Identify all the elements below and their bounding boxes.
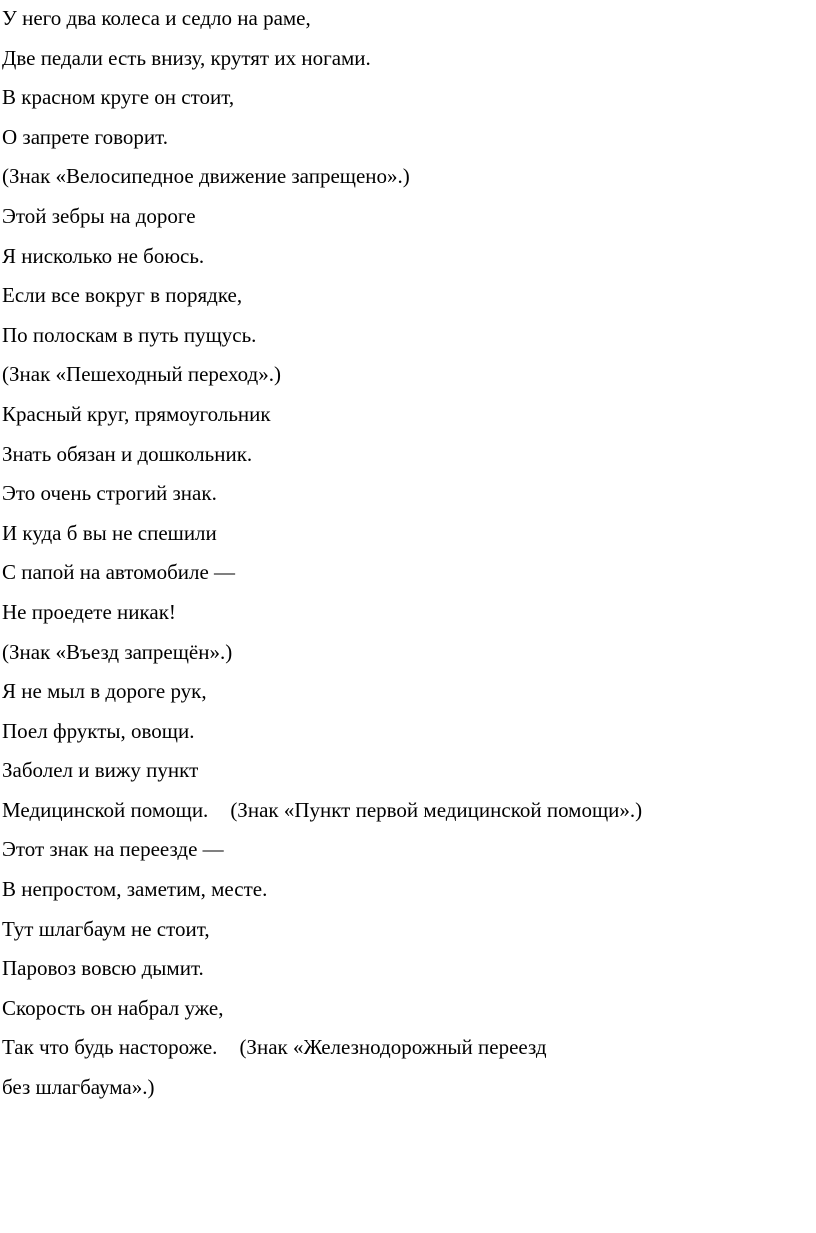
poem-text [2,0,802,1109]
poem-line: В непростом, заметим, месте. [2,877,268,902]
sign-caption-continued: без шлагбаума».) [2,1075,155,1100]
sign-caption: (Знак «Пешеходный переход».) [2,362,281,387]
poem-line: По полоскам в путь пущусь. [2,322,257,347]
poem-line: Красный круг, прямоугольник [2,401,271,426]
poem-line: Скорость он набрал уже, [2,995,224,1020]
poem-line: Этот знак на переезде — [2,837,224,862]
sign-caption: (Знак «Пункт первой медицинской помощи».) [230,797,643,822]
poem-line: Заболел и вижу пункт [2,758,199,783]
sign-caption: (Знак «Въезд запрещён».) [2,639,233,664]
sign-caption: (Знак «Велосипедное движение запрещено».) [2,164,410,189]
poem-line: Две педали есть внизу, крутят их ногами. [2,45,371,70]
poem-line: И куда б вы не спешили [2,520,217,545]
poem-line: У него два колеса и седло на раме, [2,6,311,30]
poem-line: Если все вокруг в порядке, [2,283,243,308]
poem-line: Так что будь настороже. [2,1035,218,1060]
poem-line: Медицинской помощи. [2,797,209,822]
poem-line: Я нисколько не боюсь. [2,243,205,268]
poem-line: Поел фрукты, овощи. [2,718,195,743]
sign-caption: (Знак «Железнодорожный переезд [239,1035,547,1060]
poem-line: В красном круге он стоит, [2,85,235,110]
poem-line-with-caption [2,792,802,832]
poem-line: Я не мыл в дороге рук, [2,679,207,704]
poem-line: О запрете говорит. [2,124,169,149]
poem-line: Этой зебры на дороге [2,203,196,228]
poem-line: С папой на автомобиле — [2,560,236,585]
poem-line-with-caption [2,1029,802,1069]
poem-line: Знать обязан и дошкольник. [2,441,253,466]
poem-line: Тут шлагбаум не стоит, [2,916,210,941]
poem-line: Паровоз вовсю дымит. [2,956,204,981]
poem-line: Не проедете никак! [2,599,176,624]
poem-line: Это очень строгий знак. [2,481,217,506]
